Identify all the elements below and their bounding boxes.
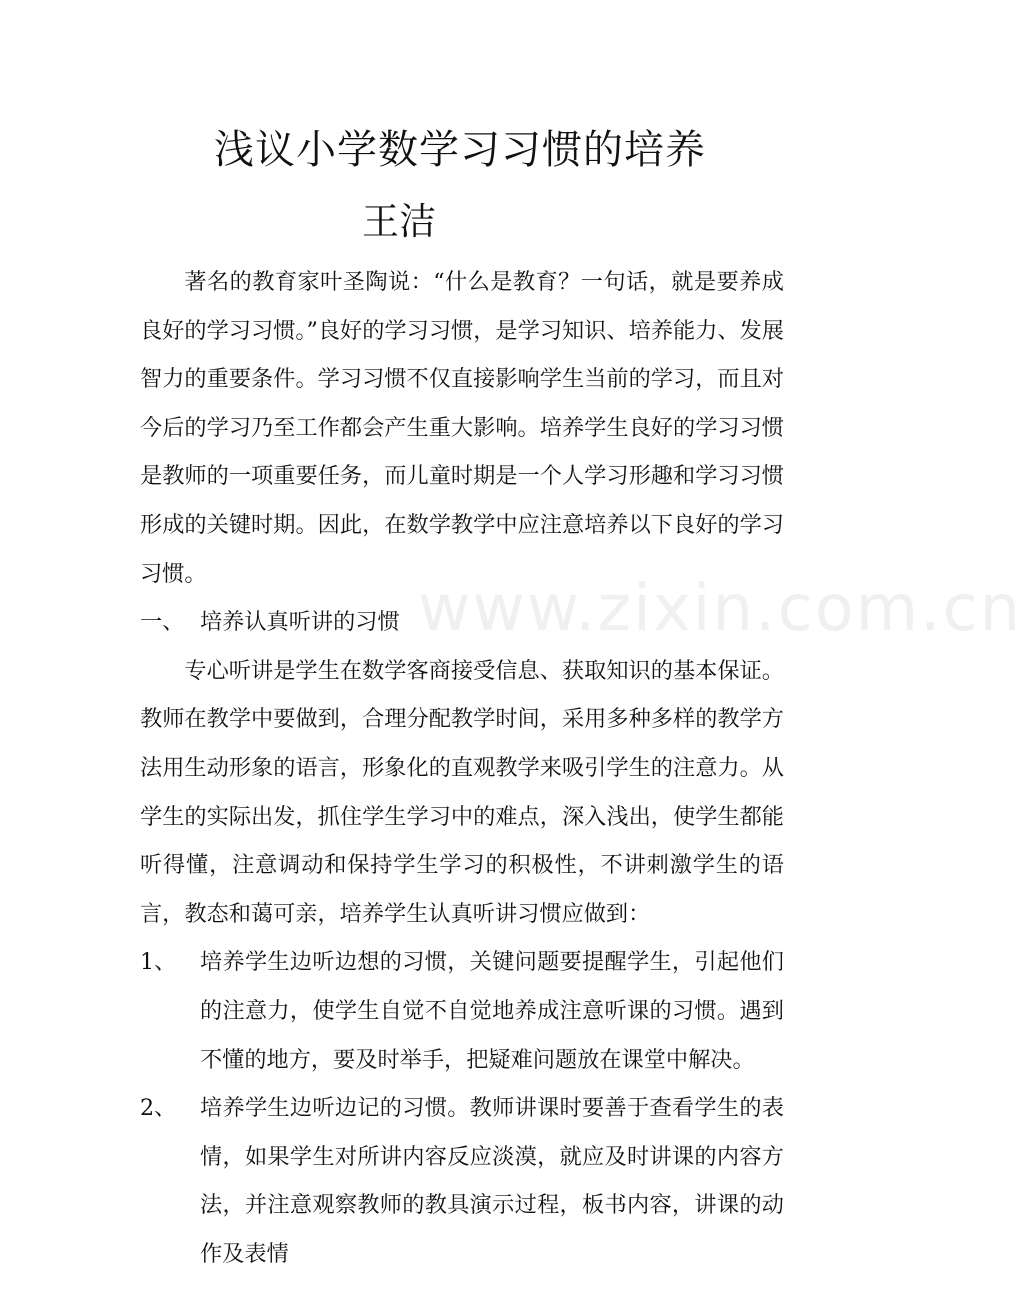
section-heading [140,598,784,647]
list-item-text: 培养学生边听边记的习惯。教师讲课时要善于查看学生的表情，如果学生对所讲内容反应淡漠，就应及时讲课的内容方法，并注意观察教师的教具演示过程，板书内容，讲课的动作及表情 [200,1095,784,1267]
list-item-text: 培养学生边听边想的习惯，关键问题要提醒学生，引起他们的注意力，使学生自觉不自觉地养成注意听课的习惯。遇到不懂的地方，要及时举手，把疑难问题放在课堂中解决。 [200,949,784,1073]
list-item [140,1084,784,1278]
document-body [140,258,784,1278]
watermark: www.zixin.com.cn [418,572,1022,646]
section-number: 一、 [140,609,185,636]
document-title: 浅议小学数学习习惯的培养 [214,127,706,173]
list-item-number: 2、 [140,1095,177,1122]
section-paragraph: 专心听讲是学生在数学客商接受信息、获取知识的基本保证。教师在教学中要做到，合理分配教学时间，采用多种多样的教学方法用生动形象的语言，形象化的直观教学来吸引学生的注意力。从学生的实际出发，抓住学生学习中的难点，深入浅出，使学生都能听得懂，注意调动和保持学生学习的积极性，不讲刺激学生的语言，教态和蔼可亲，培养学生认真听讲习惯应做到： [140,657,784,927]
document-author: 王洁 [362,200,436,243]
intro-paragraph: 著名的教育家叶圣陶说：“什么是教育？一句话，就是要养成良好的学习习惯。”良好的学习习惯，是学习知识、培养能力、发展智力的重要条件。学习习惯不仅直接影响学生当前的学习，而且对今后的学习乃至工作都会产生重大影响。培养学生良好的学习习惯是教师的一项重要任务，而儿童时期是一个人学习形趣和学习习惯形成的关键时期。因此，在数学教学中应注意培养以下良好的学习习惯。 [140,269,784,587]
list-item-number: 1、 [140,949,177,976]
section-heading-text: 培养认真听讲的习惯 [200,609,400,636]
list-item [140,938,784,1084]
